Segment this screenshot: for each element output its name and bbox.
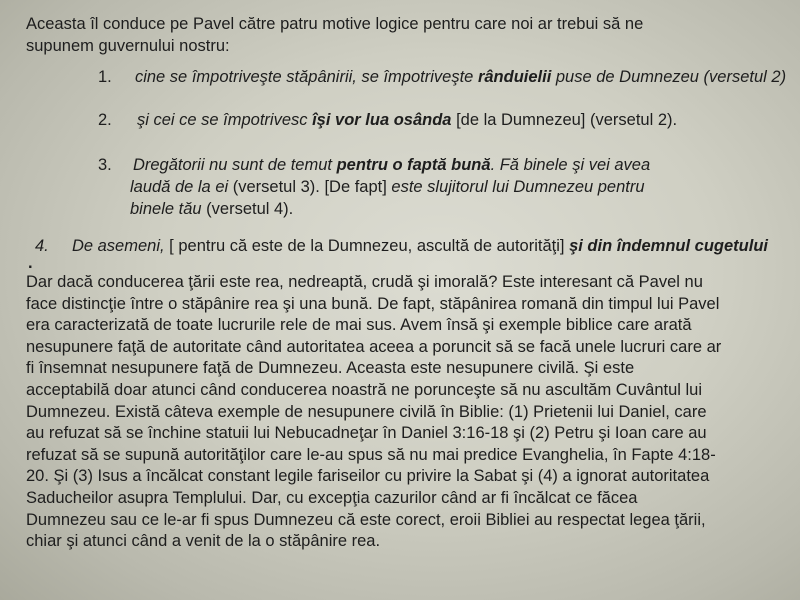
list-text-italic: . Fă binele şi vei avea [490, 156, 651, 174]
list-text-bold: îşi vor lua osânda [312, 111, 452, 129]
list-text-italic: cine se împotriveşte stăpânirii, se împotriveşte [134, 68, 478, 86]
intro-text [26, 13, 643, 57]
paragraph-line: refuzat să se supună autorităţilor care le-au spus să nu mai predice Evangheliа, în Fapte 4:18- [26, 445, 716, 464]
list-text-italic: laudă de la ei [130, 178, 229, 196]
list-text-bold: rânduielii [477, 68, 552, 86]
paragraph-line: era caracterizată de toate lucrurile rele de mai sus. Avem însă şi exemple biblice care arată [26, 316, 692, 335]
list-item-1 [98, 66, 786, 88]
list-number: 4. [35, 237, 49, 255]
list-text-bold: pentru o faptă bună [336, 156, 491, 174]
intro-line-2: supunem guvernului nostru: [26, 37, 230, 55]
body-paragraph [26, 272, 786, 553]
list-item-3-line-3 [130, 198, 293, 220]
list-text-italic: este slujitorul lui Dumnezeu pentru [391, 178, 645, 196]
list-item-2 [98, 109, 677, 131]
paragraph-line: Dumnezeu. Există câteva exemple de nesupunere civilă în Biblie: (1) Prietenii lui Daniel, care [26, 402, 707, 421]
list-text-italic: puse de Dumnezeu (versetul 2) [551, 68, 787, 86]
paragraph-line: nesupunere faţă de autoritate când autoritatea aceea a poruncit să se facă unele lucruri care ar [26, 337, 722, 356]
intro-line-1: Aceasta îl conduce pe Pavel către patru motive logice pentru care noi ar trebui să ne [26, 15, 644, 33]
list-text-italic: Dregătorii nu sunt de temut [132, 156, 337, 174]
list-item-3 [98, 154, 650, 176]
list-number: 2. [98, 111, 112, 129]
stray-dot: . [28, 254, 33, 272]
paragraph-line: au refuzat să se închine statuii lui Nebucadneţar în Daniel 3:16-18 şi (2) Petru şi Ioan care au [26, 424, 707, 443]
list-text-plain: [de la Dumnezeu] (versetul 2). [451, 111, 678, 129]
list-text-plain: [ pentru că este de la Dumnezeu, ascultă de autorităţi] [164, 237, 570, 255]
list-text-plain: (versetul 4). [201, 200, 294, 218]
paragraph-line: Dumnezeu sau ce le-ar fi spus Dumnezeu că este corect, eroii Bibliei au respectat legea ţării, [26, 510, 706, 529]
paragraph-line: Saducheilor asupra Templului. Dar, cu excepţia cazurilor când ar fi încălcat ce făcea [26, 488, 638, 507]
list-text-bold: şi din îndemnul cugetului [569, 237, 768, 255]
list-item-3-line-2 [130, 176, 645, 198]
list-item-4 [35, 235, 768, 257]
paragraph-line: fi însemnat nesupunere faţă de Dumnezeu. Aceasta este nesupunere civilă. Şi este [26, 359, 635, 378]
list-text-plain: (versetul 3). [De fapt] [228, 178, 392, 196]
list-text-italic: De asemeni, [71, 237, 165, 255]
list-number: 3. [98, 156, 112, 174]
paragraph-line: chiar şi atunci când a venit de la o stăpânire rea. [26, 532, 381, 551]
list-number: 1. [98, 68, 112, 86]
list-text-italic: şi cei ce se împotrivesc [136, 111, 313, 129]
paragraph-line: 20. Şi (3) Isus a încălcat constant legile fariseilor cu privire la Sabat şi (4) a ignorat autoritatea [26, 467, 710, 486]
paragraph-line: face distincţie între o stăpânire rea şi una bună. De fapt, stăpânirea romană din timpul lui Pavel [26, 294, 720, 313]
list-text-italic: binele tău [130, 200, 202, 218]
paragraph-line: acceptabilă doar atunci când conducerea noastră ne porunceşte să nu ascultăm Cuvântul lui [26, 380, 703, 399]
paragraph-line: Dar dacă conducerea ţării este rea, nedreaptă, crudă şi imorală? Este interesant că Pavel nu [26, 273, 703, 291]
